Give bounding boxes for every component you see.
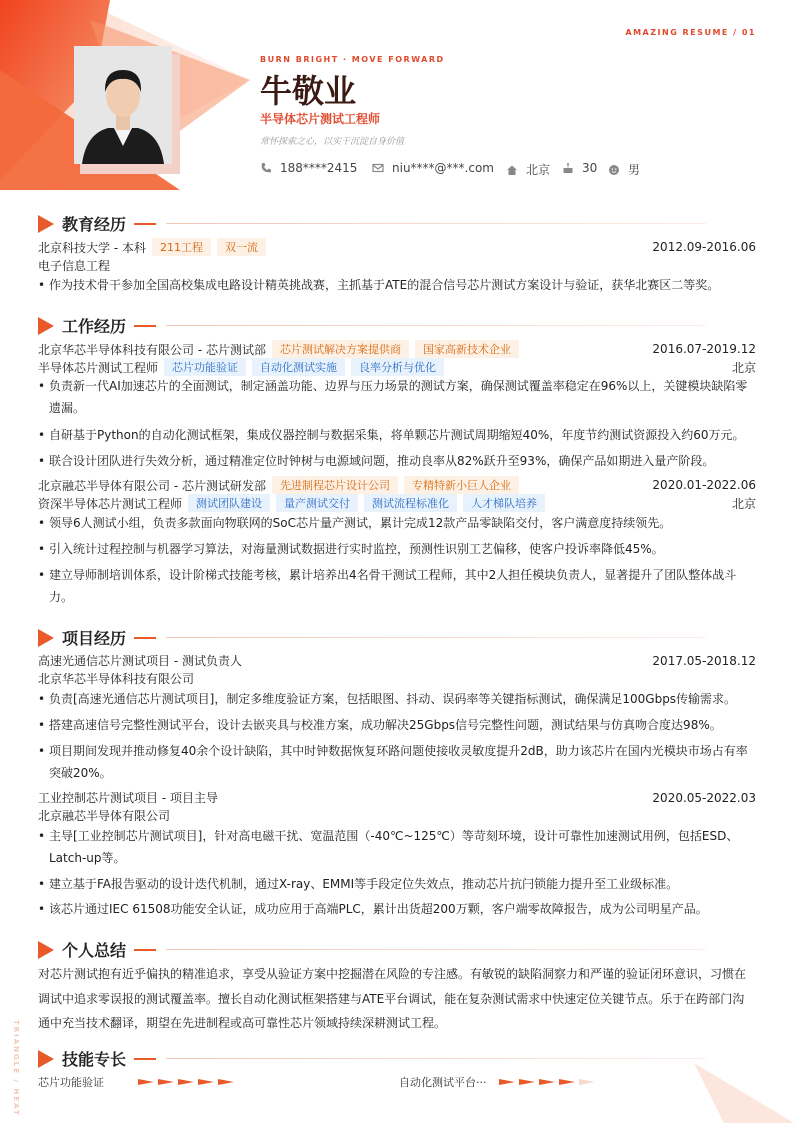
skill-level-arrow (559, 1079, 575, 1085)
skill-level-arrow (198, 1079, 214, 1085)
triangle-icon (38, 317, 54, 335)
work-role-row (38, 494, 756, 512)
work-role-row (38, 358, 756, 376)
project-date: 2017.05-2018.12 (652, 653, 756, 668)
user-icon (608, 164, 620, 176)
section-education-header (38, 212, 706, 235)
project-bullet: • 建立基于FA报告驱动的设计迭代机制，通过X-ray、EMMI等手段定位失效点，推动芯片抗闩锁能力提升至工业级标准。 (38, 873, 754, 895)
school-name: 北京科技大学 - 本科 (38, 240, 146, 255)
company-tag: 国家高新技术企业 (415, 340, 519, 358)
company-name: 北京融芯半导体有限公司 - 芯片测试研发部 (38, 478, 266, 493)
school-tag: 211工程 (152, 238, 211, 256)
skill-level-arrow (519, 1079, 535, 1085)
section-title: 工作经历 (62, 317, 127, 336)
company-tag: 芯片测试解决方案提供商 (272, 340, 409, 358)
role-tag: 自动化测试实施 (252, 358, 345, 376)
section-divider (166, 1058, 706, 1059)
section-title: 个人总结 (62, 941, 127, 960)
email-info (372, 161, 494, 175)
project-org: 北京融芯半导体有限公司 (38, 809, 171, 823)
section-divider (166, 325, 706, 326)
phone-info (260, 161, 357, 175)
city-text: 北京 (526, 163, 551, 177)
side-vertical-text: TRIANGLE / HEAT (12, 1020, 20, 1117)
skill-level-bar (138, 1079, 238, 1085)
section-work-header (38, 314, 706, 337)
role-tag: 量产测试交付 (276, 494, 358, 512)
skill-item (38, 1074, 238, 1090)
work-company-row (38, 476, 756, 494)
age-info (562, 161, 597, 175)
project-bullet: • 搭建高速信号完整性测试平台，设计去嵌夹具与校准方案，成功解决25Gbps信号完整性问题，测试结果与仿真吻合度达98%。 (38, 714, 754, 736)
skill-level-arrow (218, 1079, 234, 1085)
section-divider (166, 637, 706, 638)
section-summary-header (38, 938, 706, 961)
education-date: 2012.09-2016.06 (652, 240, 756, 254)
work-bullet: • 领导6人测试小组，负责多款面向物联网的SoC芯片量产测试，累计完成12款产品零缺陷交付，客户满意度持续领先。 (38, 512, 754, 534)
triangle-icon (38, 1050, 54, 1068)
project-name: 工业控制芯片测试项目 - 项目主导 (38, 791, 218, 805)
work-bullet: • 自研基于Python的自动化测试框架，集成仪器控制与数据采集，将单颗芯片测试周期缩短40%，年度节约测试资源投入约60万元。 (38, 424, 754, 446)
work-company-row (38, 340, 756, 358)
cake-icon (562, 162, 574, 174)
skill-item (399, 1074, 599, 1090)
project-org-row (38, 807, 756, 824)
skill-level-arrow (138, 1079, 154, 1085)
project-row (38, 789, 756, 806)
triangle-icon (38, 629, 54, 647)
city-info (506, 161, 550, 178)
email-icon (372, 162, 384, 174)
education-bullet: • 作为技术骨干参加全国高校集成电路设计精英挑战赛，主抓基于ATE的混合信号芯片测试方案设计与验证，获华北赛区二等奖。 (38, 274, 754, 296)
triangle-icon (38, 941, 54, 959)
email-text: niu****@***.com (392, 161, 494, 175)
skill-level-arrow (178, 1079, 194, 1085)
section-dash (134, 1058, 156, 1060)
work-bullet: • 建立导师制培训体系，设计阶梯式技能考核，累计培养出4名骨干测试工程师，其中2人担任模块负责人，显著提升了团队整体战斗力。 (38, 564, 754, 608)
role-tag: 测试团队建设 (188, 494, 270, 512)
section-dash (134, 223, 156, 225)
job-title: 半导体芯片测试工程师 (260, 112, 381, 126)
skill-level-bar (499, 1079, 599, 1085)
school-tag: 双一流 (217, 238, 266, 256)
project-bullet: • 主导[工业控制芯片测试项目]，针对高电磁干扰、宽温范围（-40℃~125℃）等苛刻环境，设计可靠性加速测试用例，包括ESD、Latch-up等。 (38, 825, 754, 869)
motto: 常怀探索之心，以实干沉淀自身价值 (260, 137, 405, 147)
skill-label: 自动化测试平台··· (399, 1076, 487, 1089)
age-text: 30 (582, 161, 598, 175)
role-tag: 良率分析与优化 (351, 358, 444, 376)
project-bullet: • 该芯片通过IEC 61508功能安全认证，成功应用于高端PLC，累计出货超200万颗，客户端零故障报告，成为公司明星产品。 (38, 898, 754, 920)
project-bullet: • 项目期间发现并推动修复40余个设计缺陷，其中时钟数据恢复环路问题使接收灵敏度提升2dB，助力该芯片在国内光模块市场占有率突破20%。 (38, 740, 754, 784)
role-tag: 测试流程标准化 (364, 494, 457, 512)
work-date: 2020.01-2022.06 (652, 478, 756, 492)
tagline: BURN BRIGHT · MOVE FORWARD (260, 55, 445, 64)
role-name: 半导体芯片测试工程师 (38, 360, 159, 375)
bottom-triangle-decor (684, 1063, 794, 1123)
candidate-name: 牛敬业 (260, 72, 357, 110)
company-name: 北京华芯半导体科技有限公司 - 芯片测试部 (38, 342, 266, 357)
work-bullet: • 联合设计团队进行失效分析，通过精准定位时钟树与电源域问题，推动良率从82%跃升至93%，确保产品如期进入量产阶段。 (38, 450, 754, 472)
corner-tag: AMAZING RESUME / 01 (625, 28, 756, 37)
section-dash (134, 949, 156, 951)
phone-text: 188****2415 (280, 161, 358, 175)
gender-text: 男 (628, 163, 641, 177)
skill-level-arrow (158, 1079, 174, 1085)
company-tag: 先进制程芯片设计公司 (272, 476, 398, 494)
project-name: 高速光通信芯片测试项目 - 测试负责人 (38, 654, 242, 668)
role-tag: 芯片功能验证 (164, 358, 246, 376)
section-title: 技能专长 (62, 1050, 127, 1069)
work-city: 北京 (731, 360, 756, 375)
work-bullet: • 负责新一代AI加速芯片的全面测试，制定涵盖功能、边界与压力场景的测试方案，确保测试覆盖率稳定在96%以上，关键模块缺陷零遗漏。 (38, 375, 754, 419)
corner-decor-right (754, 0, 794, 40)
skill-level-arrow (539, 1079, 555, 1085)
project-org: 北京华芯半导体科技有限公司 (38, 672, 195, 686)
section-dash (134, 637, 156, 639)
major-row (38, 257, 756, 274)
skill-level-arrow (579, 1079, 595, 1085)
role-name: 资深半导体芯片测试工程师 (38, 496, 183, 511)
section-divider (166, 949, 706, 950)
section-title: 项目经历 (62, 629, 127, 648)
work-bullet: • 引入统计过程控制与机器学习算法，对海量测试数据进行实时监控，预测性识别工艺偏移，使客户投诉率降低45%。 (38, 538, 754, 560)
role-tag: 人才梯队培养 (463, 494, 545, 512)
home-icon (506, 164, 518, 176)
summary-text: 对芯片测试抱有近乎偏执的精准追求，享受从验证方案中挖掘潜在风险的专注感。有敏锐的缺陷洞察力和严谨的验证闭环意识，习惯在调试中追求零误报的测试覆盖率。擅长自动化测试框架搭建与ATE平台调试，能在复杂测试需求中快速定位关键节点。乐于在跨部门沟通中充当技术翻译，期望在先进制程或高可靠性芯片领域持续深耕测试工程。 (38, 967, 747, 1030)
section-title: 教育经历 (62, 215, 127, 234)
section-projects-header (38, 626, 706, 649)
section-dash (134, 325, 156, 327)
section-divider (166, 223, 706, 224)
avatar (74, 46, 172, 164)
section-skills-header (38, 1047, 706, 1070)
gender-info (608, 161, 640, 178)
project-row (38, 652, 756, 669)
company-tag: 专精特新小巨人企业 (404, 476, 519, 494)
education-row (38, 238, 756, 256)
skill-label: 芯片功能验证 (38, 1076, 104, 1089)
work-city: 北京 (731, 496, 756, 511)
phone-icon (260, 162, 272, 174)
major: 电子信息工程 (38, 259, 111, 273)
work-date: 2016.07-2019.12 (652, 342, 756, 356)
project-date: 2020.05-2022.03 (652, 790, 756, 805)
triangle-icon (38, 215, 54, 233)
project-bullet: • 负责[高速光通信芯片测试项目]，制定多维度验证方案，包括眼图、抖动、误码率等关键指标测试，确保满足100Gbps传输需求。 (38, 688, 754, 710)
skill-level-arrow (499, 1079, 515, 1085)
project-org-row (38, 670, 756, 687)
